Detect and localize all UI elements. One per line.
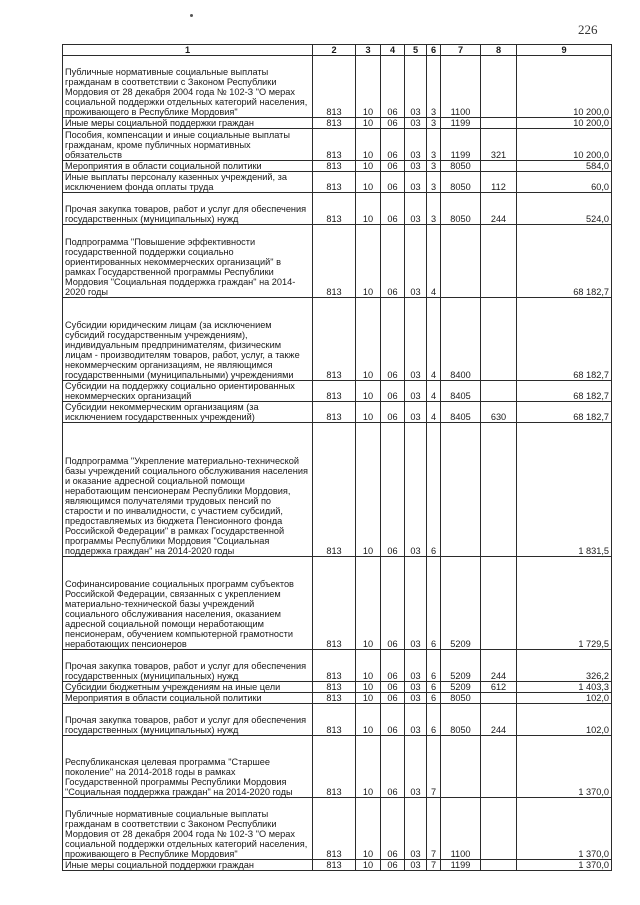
budget-table <box>62 44 612 871</box>
amount-cell: 1 370,0 <box>517 860 612 871</box>
table-row <box>63 129 612 161</box>
amount-cell: 584,0 <box>517 161 612 172</box>
program-cell: 03 <box>405 736 427 798</box>
section-cell: 10 <box>356 118 381 129</box>
expense-type-cell <box>481 161 517 172</box>
subprogram-cell: 6 <box>427 693 441 704</box>
section-cell: 10 <box>356 736 381 798</box>
row-name-cell: Подпрограмма "Укрепление материально-технической базы учреждений социального обслуживания населения и оказание адресной социальной помощи неработающим пенсионерам Республики Мордовия, являющимся получателями трудовых пенсий по старости и по инвалидности, с участием субсидий, предоставляемых из бюджета Пенсионного фонда Российской Федерации" в рамках Государственной программы Республики Мордовия "Социальная поддержка граждан" на 2014-2020 годы <box>63 423 313 557</box>
target-article-cell: 8050 <box>441 693 481 704</box>
target-article-cell <box>441 423 481 557</box>
target-article-cell: 1100 <box>441 56 481 118</box>
expense-type-cell <box>481 56 517 118</box>
row-name-cell: Республиканская целевая программа "Старшее поколение" на 2014-2018 годы в рамках Государственной программы Республики Мордовия "Социальная поддержка граждан" на 2014-2020 годы <box>63 736 313 798</box>
section-cell: 10 <box>356 704 381 736</box>
amount-cell: 68 182,7 <box>517 298 612 381</box>
subsection-cell: 06 <box>381 704 405 736</box>
admin-code-cell: 813 <box>313 298 356 381</box>
subprogram-cell: 6 <box>427 650 441 682</box>
target-article-cell: 8050 <box>441 193 481 225</box>
amount-cell: 1 831,5 <box>517 423 612 557</box>
target-article-cell: 8050 <box>441 704 481 736</box>
column-header: 6 <box>427 45 441 56</box>
subsection-cell: 06 <box>381 381 405 402</box>
subprogram-cell: 4 <box>427 402 441 423</box>
section-cell: 10 <box>356 129 381 161</box>
target-article-cell: 1199 <box>441 118 481 129</box>
expense-type-cell <box>481 118 517 129</box>
section-cell: 10 <box>356 381 381 402</box>
program-cell: 03 <box>405 381 427 402</box>
section-cell: 10 <box>356 172 381 193</box>
header-row <box>63 45 612 56</box>
table-row <box>63 118 612 129</box>
program-cell: 03 <box>405 402 427 423</box>
column-header: 1 <box>63 45 313 56</box>
column-header: 8 <box>481 45 517 56</box>
expense-type-cell: 244 <box>481 650 517 682</box>
program-cell: 03 <box>405 298 427 381</box>
admin-code-cell: 813 <box>313 129 356 161</box>
section-cell: 10 <box>356 161 381 172</box>
table-row <box>63 298 612 381</box>
subsection-cell: 06 <box>381 193 405 225</box>
target-article-cell <box>441 736 481 798</box>
row-name-cell: Субсидии на поддержку социально ориентированных некоммерческих организаций <box>63 381 313 402</box>
column-header: 3 <box>356 45 381 56</box>
table-row <box>63 798 612 860</box>
program-cell: 03 <box>405 56 427 118</box>
admin-code-cell: 813 <box>313 860 356 871</box>
subsection-cell: 06 <box>381 118 405 129</box>
section-cell: 10 <box>356 557 381 650</box>
section-cell: 10 <box>356 225 381 298</box>
admin-code-cell: 813 <box>313 423 356 557</box>
column-header: 4 <box>381 45 405 56</box>
target-article-cell: 5209 <box>441 682 481 693</box>
section-cell: 10 <box>356 650 381 682</box>
admin-code-cell: 813 <box>313 693 356 704</box>
table-row <box>63 736 612 798</box>
expense-type-cell: 244 <box>481 193 517 225</box>
expense-type-cell <box>481 298 517 381</box>
amount-cell: 68 182,7 <box>517 225 612 298</box>
subsection-cell: 06 <box>381 650 405 682</box>
admin-code-cell: 813 <box>313 172 356 193</box>
expense-type-cell: 244 <box>481 704 517 736</box>
row-name-cell: Мероприятия в области социальной политики <box>63 693 313 704</box>
target-article-cell: 1199 <box>441 129 481 161</box>
subprogram-cell: 7 <box>427 860 441 871</box>
expense-type-cell <box>481 736 517 798</box>
row-name-cell: Прочая закупка товаров, работ и услуг для обеспечения государственных (муниципальных) нужд <box>63 193 313 225</box>
table-row <box>63 193 612 225</box>
section-cell: 10 <box>356 682 381 693</box>
program-cell: 03 <box>405 860 427 871</box>
subprogram-cell: 3 <box>427 172 441 193</box>
section-cell: 10 <box>356 423 381 557</box>
program-cell: 03 <box>405 423 427 557</box>
subsection-cell: 06 <box>381 557 405 650</box>
program-cell: 03 <box>405 118 427 129</box>
subprogram-cell: 4 <box>427 225 441 298</box>
target-article-cell: 1199 <box>441 860 481 871</box>
amount-cell: 524,0 <box>517 193 612 225</box>
subsection-cell: 06 <box>381 129 405 161</box>
table-row <box>63 682 612 693</box>
subprogram-cell: 3 <box>427 129 441 161</box>
section-cell: 10 <box>356 56 381 118</box>
row-name-cell: Субсидии юридическим лицам (за исключением субсидий государственным учреждениям), индивидуальным предпринимателям, физическим лицам - производителям товаров, работ, услуг, а также некоммерческим организациям, не являющимся государственными (муниципальными) учреждениями <box>63 298 313 381</box>
expense-type-cell <box>481 693 517 704</box>
program-cell: 03 <box>405 193 427 225</box>
expense-type-cell <box>481 798 517 860</box>
subsection-cell: 06 <box>381 172 405 193</box>
subprogram-cell: 4 <box>427 298 441 381</box>
admin-code-cell: 813 <box>313 193 356 225</box>
program-cell: 03 <box>405 704 427 736</box>
row-name-cell: Пособия, компенсации и иные социальные выплаты гражданам, кроме публичных нормативных обязательств <box>63 129 313 161</box>
row-name-cell: Публичные нормативные социальные выплаты гражданам в соответствии с Законом Республики Мордовия от 28 декабря 2004 года № 102-З "О мерах социальной поддержки отдельных категорий населения, проживающего в Республике Мордовия" <box>63 56 313 118</box>
section-cell: 10 <box>356 402 381 423</box>
expense-type-cell: 612 <box>481 682 517 693</box>
column-header: 5 <box>405 45 427 56</box>
table-row <box>63 557 612 650</box>
section-cell: 10 <box>356 860 381 871</box>
program-cell: 03 <box>405 172 427 193</box>
subsection-cell: 06 <box>381 860 405 871</box>
target-article-cell: 8405 <box>441 402 481 423</box>
column-header: 7 <box>441 45 481 56</box>
table-row <box>63 704 612 736</box>
table-row <box>63 650 612 682</box>
column-header: 2 <box>313 45 356 56</box>
admin-code-cell: 813 <box>313 736 356 798</box>
row-name-cell: Публичные нормативные социальные выплаты гражданам в соответствии с Законом Республики Мордовия от 28 декабря 2004 года № 102-З "О мерах социальной поддержки отдельных категорий населения, проживающего в Республике Мордовия" <box>63 798 313 860</box>
admin-code-cell: 813 <box>313 225 356 298</box>
table-row <box>63 56 612 118</box>
section-cell: 10 <box>356 798 381 860</box>
table-row <box>63 381 612 402</box>
section-cell: 10 <box>356 693 381 704</box>
admin-code-cell: 813 <box>313 798 356 860</box>
subprogram-cell: 7 <box>427 736 441 798</box>
program-cell: 03 <box>405 693 427 704</box>
program-cell: 03 <box>405 129 427 161</box>
expense-type-cell <box>481 557 517 650</box>
program-cell: 03 <box>405 650 427 682</box>
subsection-cell: 06 <box>381 161 405 172</box>
expense-type-cell: 630 <box>481 402 517 423</box>
amount-cell: 10 200,0 <box>517 129 612 161</box>
program-cell: 03 <box>405 557 427 650</box>
amount-cell: 102,0 <box>517 704 612 736</box>
subsection-cell: 06 <box>381 798 405 860</box>
program-cell: 03 <box>405 682 427 693</box>
amount-cell: 68 182,7 <box>517 381 612 402</box>
admin-code-cell: 813 <box>313 704 356 736</box>
amount-cell: 68 182,7 <box>517 402 612 423</box>
expense-type-cell <box>481 225 517 298</box>
subprogram-cell: 7 <box>427 798 441 860</box>
target-article-cell: 8400 <box>441 298 481 381</box>
admin-code-cell: 813 <box>313 650 356 682</box>
admin-code-cell: 813 <box>313 381 356 402</box>
subprogram-cell: 4 <box>427 381 441 402</box>
row-name-cell: Прочая закупка товаров, работ и услуг для обеспечения государственных (муниципальных) нужд <box>63 704 313 736</box>
program-cell: 03 <box>405 161 427 172</box>
admin-code-cell: 813 <box>313 682 356 693</box>
amount-cell: 1 370,0 <box>517 736 612 798</box>
column-header: 9 <box>517 45 612 56</box>
subsection-cell: 06 <box>381 693 405 704</box>
row-name-cell: Иные выплаты персоналу казенных учреждений, за исключением фонда оплаты труда <box>63 172 313 193</box>
target-article-cell: 8050 <box>441 161 481 172</box>
amount-cell: 326,2 <box>517 650 612 682</box>
scan-speck <box>190 14 193 17</box>
subsection-cell: 06 <box>381 56 405 118</box>
subsection-cell: 06 <box>381 423 405 557</box>
admin-code-cell: 813 <box>313 402 356 423</box>
table-row <box>63 225 612 298</box>
table-row <box>63 161 612 172</box>
table-row <box>63 423 612 557</box>
section-cell: 10 <box>356 193 381 225</box>
expense-type-cell <box>481 423 517 557</box>
amount-cell: 1 403,3 <box>517 682 612 693</box>
amount-cell: 10 200,0 <box>517 118 612 129</box>
subsection-cell: 06 <box>381 682 405 693</box>
admin-code-cell: 813 <box>313 557 356 650</box>
target-article-cell: 8050 <box>441 172 481 193</box>
subprogram-cell: 6 <box>427 423 441 557</box>
table-row <box>63 172 612 193</box>
subsection-cell: 06 <box>381 225 405 298</box>
target-article-cell: 5209 <box>441 557 481 650</box>
row-name-cell: Мероприятия в области социальной политики <box>63 161 313 172</box>
subprogram-cell: 6 <box>427 704 441 736</box>
expense-type-cell: 321 <box>481 129 517 161</box>
row-name-cell: Подпрограмма "Повышение эффективности государственной поддержки социально ориентированных некоммерческих организаций" в рамках Государственной программы Республики Мордовия "Социальная поддержка граждан" на 2014-2020 годы <box>63 225 313 298</box>
target-article-cell: 1100 <box>441 798 481 860</box>
amount-cell: 1 729,5 <box>517 557 612 650</box>
target-article-cell: 5209 <box>441 650 481 682</box>
expense-type-cell: 112 <box>481 172 517 193</box>
amount-cell: 102,0 <box>517 693 612 704</box>
table-row <box>63 402 612 423</box>
table-row <box>63 860 612 871</box>
page-number: 226 <box>578 22 598 37</box>
expense-type-cell <box>481 860 517 871</box>
subsection-cell: 06 <box>381 736 405 798</box>
subprogram-cell: 3 <box>427 56 441 118</box>
row-name-cell: Прочая закупка товаров, работ и услуг для обеспечения государственных (муниципальных) нужд <box>63 650 313 682</box>
row-name-cell: Субсидии некоммерческим организациям (за исключением государственных учреждений) <box>63 402 313 423</box>
subprogram-cell: 3 <box>427 193 441 225</box>
subprogram-cell: 3 <box>427 118 441 129</box>
row-name-cell: Субсидии бюджетным учреждениям на иные цели <box>63 682 313 693</box>
row-name-cell: Софинансирование социальных программ субъектов Российской Федерации, связанных с укреплением материально-технической базы учреждений социального обслуживания населения, оказанием адресной социальной помощи неработающим пенсионерам, обучением компьютерной грамотности неработающих пенсионеров <box>63 557 313 650</box>
amount-cell: 10 200,0 <box>517 56 612 118</box>
subprogram-cell: 6 <box>427 682 441 693</box>
subprogram-cell: 3 <box>427 161 441 172</box>
row-name-cell: Иные меры социальной поддержки граждан <box>63 118 313 129</box>
admin-code-cell: 813 <box>313 118 356 129</box>
target-article-cell: 8405 <box>441 381 481 402</box>
expense-type-cell <box>481 381 517 402</box>
admin-code-cell: 813 <box>313 161 356 172</box>
admin-code-cell: 813 <box>313 56 356 118</box>
program-cell: 03 <box>405 225 427 298</box>
amount-cell: 1 370,0 <box>517 798 612 860</box>
amount-cell: 60,0 <box>517 172 612 193</box>
subsection-cell: 06 <box>381 402 405 423</box>
program-cell: 03 <box>405 798 427 860</box>
row-name-cell: Иные меры социальной поддержки граждан <box>63 860 313 871</box>
target-article-cell <box>441 225 481 298</box>
section-cell: 10 <box>356 298 381 381</box>
subsection-cell: 06 <box>381 298 405 381</box>
table-row <box>63 693 612 704</box>
subprogram-cell: 6 <box>427 557 441 650</box>
